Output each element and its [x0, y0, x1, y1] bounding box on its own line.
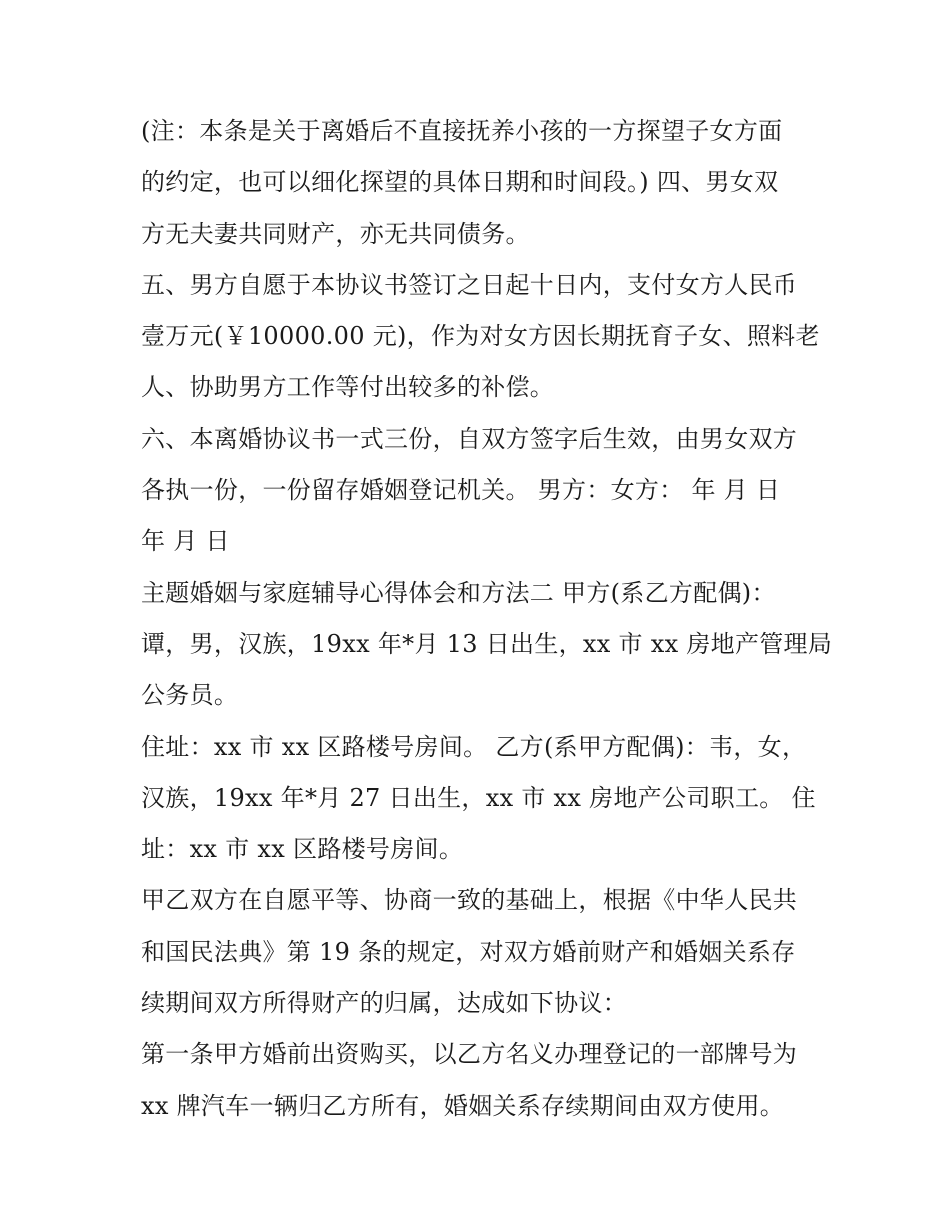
text-line: 各执一份，一份留存婚姻登记机关。 男方：女方： 年 月 日	[141, 476, 781, 505]
text-line: 汉族，19xx 年*月 27 日出生，xx 市 xx 房地产公司职工。 住	[141, 783, 816, 812]
text-line: 六、本离婚协议书一式三份，自双方签字后生效，由男女双方	[141, 424, 798, 453]
text-line: 址：xx 市 xx 区路楼号房间。	[141, 835, 464, 864]
text-line: 主题婚姻与家庭辅导心得体会和方法二 甲方(系乙方配偶)：	[141, 578, 776, 607]
text-line: 年 月 日	[141, 527, 230, 556]
document-body	[141, 106, 833, 1132]
text-line: 五、男方自愿于本协议书签订之日起十日内，支付女方人民币	[141, 270, 798, 299]
text-line: xx 牌汽车一辆归乙方所有，婚姻关系存续期间由双方使用。	[141, 1091, 785, 1120]
text-line: 续期间双方所得财产的归属，达成如下协议：	[141, 989, 627, 1018]
text-line: 的约定，也可以细化探望的具体日期和时间段。) 四、男女双	[141, 168, 779, 197]
text-line: 和国民法典》第 19 条的规定，对双方婚前财产和婚姻关系存	[141, 937, 796, 966]
text-line: 公务员。	[141, 681, 239, 710]
text-line: 谭，男，汉族，19xx 年*月 13 日出生，xx 市 xx 房地产管理局	[141, 629, 833, 658]
text-line: 第一条甲方婚前出资购买，以乙方名义办理登记的一部牌号为	[141, 1040, 798, 1069]
text-line: 人、协助男方工作等付出较多的补偿。	[141, 373, 555, 402]
text-line: 甲乙双方在自愿平等、协商一致的基础上，根据《中华人民共	[141, 886, 798, 915]
text-line: 方无夫妻共同财产，亦无共同债务。	[141, 219, 530, 248]
text-line: 住址：xx 市 xx 区路楼号房间。 乙方(系甲方配偶)：韦，女，	[141, 732, 807, 761]
text-line: 壹万元(￥10000.00 元)，作为对女方因长期抚育子女、照料老	[141, 322, 820, 351]
text-line: (注：本条是关于离婚后不直接抚养小孩的一方探望子女方面	[141, 117, 783, 145]
